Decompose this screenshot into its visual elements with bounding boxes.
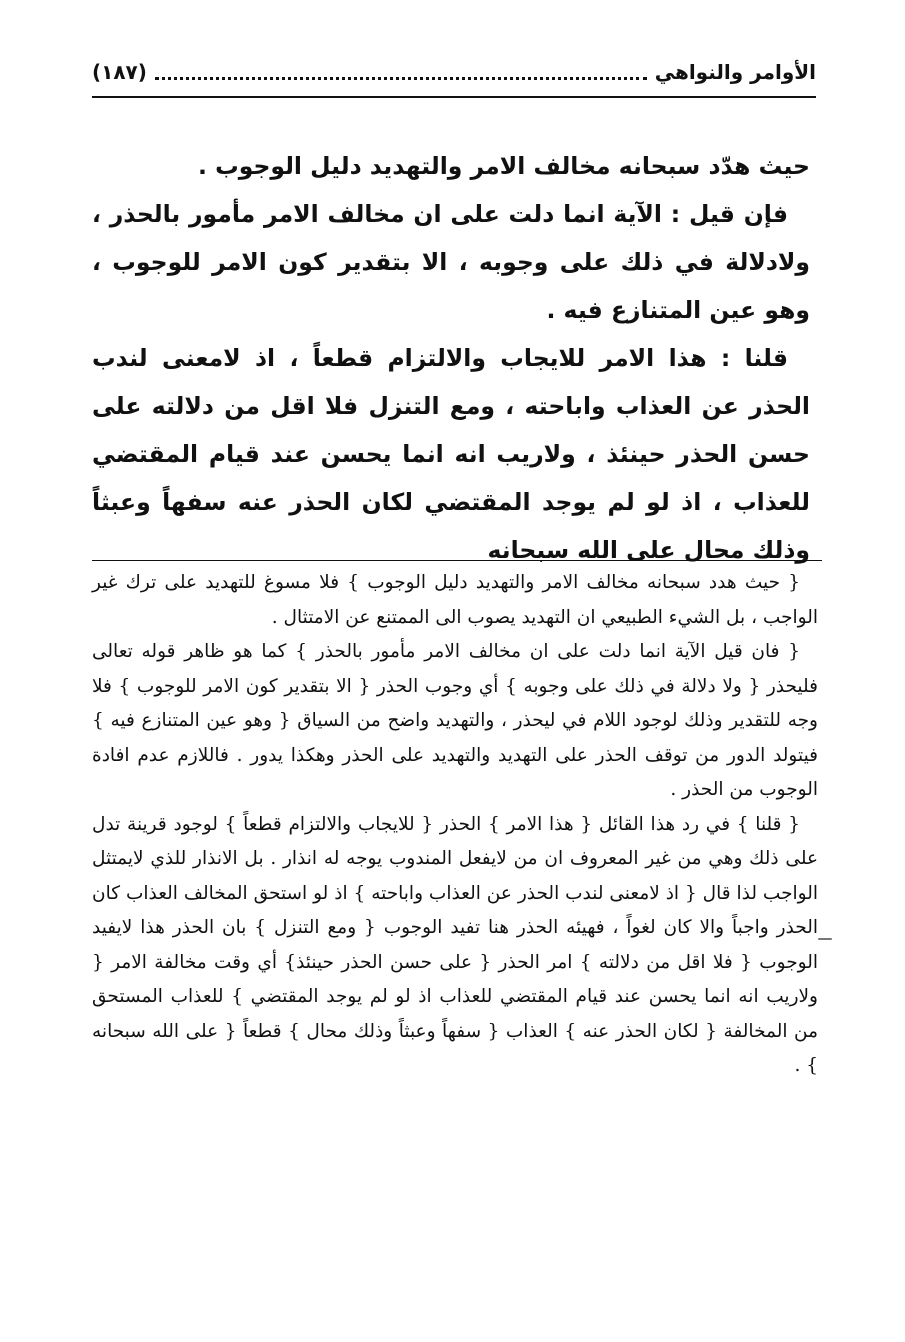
header-dot-leader <box>155 77 647 80</box>
running-header <box>92 52 816 92</box>
text-commentary-separator <box>92 560 822 561</box>
main-paragraph: فإن قيل : الآية انما دلت على ان مخالف الامر مأمور بالحذر ، ولادلالة في ذلك على وجوبه ، الا بتقدير كون الامر للوجوب ، وهو عين المتنازع فيه . <box>92 200 810 324</box>
margin-mark <box>818 938 832 940</box>
commentary-paragraph: { حيث هدد سبحانه مخالف الامر والتهديد دليل الوجوب } فلا مسوغ للتهديد على ترك غير الواجب ، بل الشيء الطبيعي ان التهديد يصوب الى الممتنع عن الامتثال . <box>92 572 818 628</box>
page-number: (١٨٧) <box>92 60 147 84</box>
chapter-title: الأوامر والنواهي <box>654 60 816 84</box>
main-text <box>92 142 810 574</box>
commentary-paragraph: { قلنا } في رد هذا القائل { هذا الامر } الحذر { للايجاب والالتزام قطعاً } لوجود قرينة تدل على ذلك وهي من غير المعروف ان من لايفعل المندوب يوجه له انذار . بل الانذار للذي لايمتثل الواجب لذا قال { اذ لامعنى لندب الحذر عن العذاب واباحته } اذ لو استحق المخالف العذاب كان الحذر واجباً والا كان لغواً ، فهيئه الحذر هنا تفيد الوجوب { ومع التنزل } بان الحذر هذا لايفيد الوجوب { فلا اقل من دلالته } امر الحذر { على حسن الحذر حينئذ} أي وقت مخالفة الامر { ولاريب انه انما يحسن عند قيام المقتضي للعذاب اذ لو لم يوجد المقتضي } للعذاب المستحق من المخالفة { لكان الحذر عنه } العذاب { سفهاً وعبثاً وذلك محال } قطعاً { على الله سبحانه } . <box>92 813 818 1076</box>
main-paragraph: حيث هدّد سبحانه مخالف الامر والتهديد دليل الوجوب . <box>197 152 810 180</box>
commentary-paragraph: { فان قيل الآية انما دلت على ان مخالف الامر مأمور بالحذر } كما هو ظاهر قوله تعالى فليحذر { ولا دلالة في ذلك على وجوبه } أي وجوب الحذر { الا بتقدير كون الامر للوجوب } فلا وجه للتقدير وذلك لوجود اللام في ليحذر ، والتهديد واضح من السياق { وهو عين المتنازع فيه } فيتولد الدور من توقف الحذر على التهديد والتهديد على الحذر وهكذا يدور . فاللازم عدم افادة الوجوب من الحذر . <box>92 641 818 800</box>
header-rule <box>92 96 816 98</box>
main-paragraph: قلنا : هذا الامر للايجاب والالتزام قطعاً ، اذ لامعنى لندب الحذر عن العذاب واباحته ، ومع التنزل فلا اقل من دلالته على حسن الحذر حينئذ ، ولاريب انه انما يحسن عند قيام المقتضي للعذاب ، اذ لو لم يوجد المقتضي لكان الحذر عنه سفهاً وعبثاً وذلك محال على الله سبحانه <box>92 344 810 564</box>
commentary <box>92 566 818 1084</box>
